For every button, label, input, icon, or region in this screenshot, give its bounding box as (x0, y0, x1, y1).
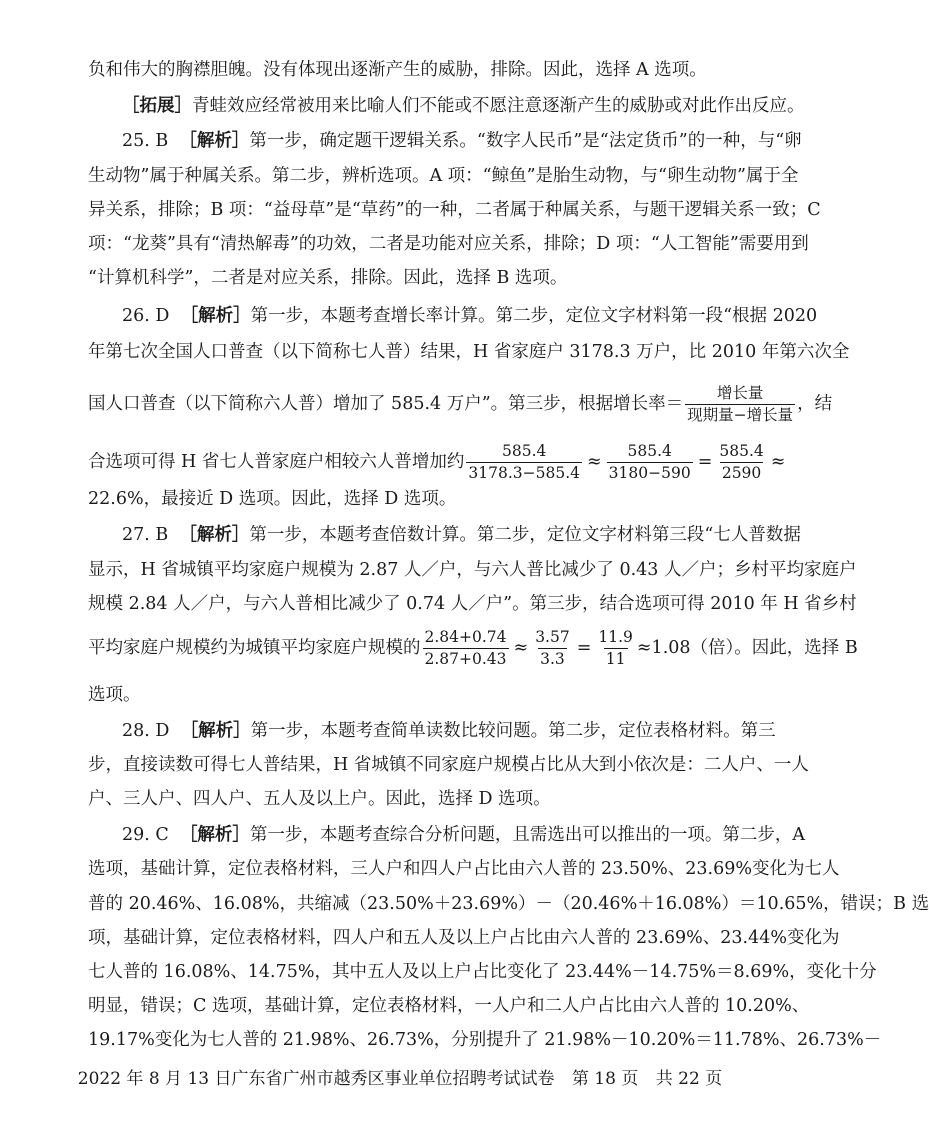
text: 青蛙效应经常被用来比喻人们不能或不愿注意逐渐产生的威胁或对此作出反应。 (192, 96, 805, 116)
text: 负和伟大的胸襟胆魄。没有体现出逐渐产生的威胁，排除。因此，选择 A 选项。 (88, 60, 707, 80)
q28-line (122, 718, 776, 744)
text: “计算机科学”，二者是对应关系，排除。因此，选择 B 选项。 (88, 268, 568, 288)
q29-line (122, 822, 805, 848)
text: 生动物”属于种属关系。第二步，辨析选项。A 项：“鲸鱼”是胎生动物，与“卵生动物”属于全 (88, 166, 799, 186)
text: 19.17%变化为七人普的 21.98%、26.73%，分别提升了 21.98%－10.20%＝11.78%、26.73%－ (88, 1030, 882, 1050)
denominator: 3178.3−585.4 (468, 463, 580, 482)
numerator: 585.4 (502, 441, 547, 460)
text: 户、三人户、四人户、五人及以上户。因此，选择 D 选项。 (88, 789, 551, 809)
text: 显示，H 省城镇平均家庭户规模为 2.87 人／户，与六人普比减少了 0.43 人／户；乡村平均家庭户 (88, 560, 857, 580)
question-number: 29. C (122, 825, 169, 845)
q29-line (88, 891, 929, 917)
fraction (423, 627, 509, 670)
text: 规模 2.84 人／户，与六人普相比减少了 0.74 人／户”。第三步，结合选项可得 2010 年 H 省乡村 (88, 594, 857, 614)
text: 22.6%，最接近 D 选项。因此，选择 D 选项。 (88, 489, 457, 509)
text: 第一步，本题考查倍数计算。第二步，定位文字材料第三段“七人普数据 (249, 525, 801, 545)
q29-line (88, 959, 877, 985)
q29-line (88, 856, 840, 882)
approx-sign: ≈ (513, 638, 529, 658)
equals-sign: = (697, 452, 713, 472)
text: 项：“龙葵”具有“清热解毒”的功效，二者是功能对应关系，排除；D 项：“人工智能”需要用到 (88, 234, 809, 254)
text: 项，基础计算，定位表格材料，四人户和五人及以上户占比由六人普的 23.69%、23.44%变化为 (88, 928, 840, 948)
q27-line (88, 591, 857, 617)
text: ≈1.08（倍）。因此，选择 B (636, 638, 858, 658)
q25-line (88, 197, 821, 223)
text: 选项。 (88, 685, 141, 705)
q25-line (88, 265, 567, 291)
text: 平均家庭户规模约为城镇平均家庭户规模的 (88, 638, 421, 658)
denominator: 2.87+0.43 (424, 649, 507, 668)
text: 第一步，本题考查增长率计算。第二步，定位文字材料第一段“根据 2020 (250, 306, 818, 326)
text: ，结 (797, 394, 833, 414)
q26-line (88, 339, 849, 365)
fraction (596, 627, 635, 670)
denominator: 现期量−增长量 (687, 405, 794, 424)
growth-rate-fraction (685, 383, 795, 426)
numerator: 增长量 (716, 383, 764, 402)
denominator: 11 (605, 649, 626, 668)
page-number: 第 18 页 (571, 1069, 639, 1089)
analysis-tag: ［解析］ (180, 721, 251, 741)
q27-line (88, 626, 858, 670)
q25-line (88, 231, 809, 257)
q28-line (88, 752, 809, 778)
text: 步，直接读数可得七人普结果，H 省城镇不同家庭户规模占比从大到小依次是：二人户、一人 (88, 755, 809, 775)
numerator: 585.4 (719, 441, 764, 460)
denominator: 2590 (721, 463, 762, 482)
text: 合选项可得 H 省七人普家庭户相较六人普增加约 (88, 452, 465, 472)
analysis-tag: ［解析］ (179, 131, 250, 151)
q25-line (122, 128, 802, 154)
q25-line (88, 163, 798, 189)
text: 第一步，确定题干逻辑关系。“数字人民币”是“法定货币”的一种，与“卵 (249, 131, 802, 151)
exam-title: 2022 年 8 月 13 日广东省广州市越秀区事业单位招聘考试试卷 (77, 1069, 555, 1089)
numerator: 585.4 (627, 441, 672, 460)
approx-sign: ≈ (587, 452, 602, 472)
q29-line (88, 925, 840, 951)
fraction (717, 441, 765, 484)
q27-line (122, 522, 801, 548)
question-number: 26. D (122, 306, 170, 326)
question-number: 27. B (122, 525, 169, 545)
analysis-tag: ［解析］ (179, 525, 250, 545)
text: 普的 20.46%、16.08%，共缩减（23.50%＋23.69%）－（20.46%＋16.08%）＝10.65%，错误；B 选 (88, 894, 929, 914)
text: 第一步，本题考查简单读数比较问题。第二步，定位表格材料。第三 (250, 721, 776, 741)
numerator: 2.84+0.74 (424, 627, 507, 646)
fraction (607, 441, 693, 484)
analysis-tag: ［解析］ (179, 825, 250, 845)
denominator: 3.3 (540, 649, 565, 668)
q26-line (88, 486, 456, 512)
text: 选项，基础计算，定位表格材料，三人户和四人户占比由六人普的 23.50%、23.69%变化为七人 (88, 859, 840, 879)
tag-label: ［拓展］ (122, 96, 192, 116)
q29-line (88, 1027, 881, 1053)
page-footer (0, 1066, 800, 1092)
q26-line (122, 303, 817, 329)
numerator: 3.57 (535, 627, 570, 646)
q27-line (88, 557, 857, 583)
analysis-tag: ［解析］ (180, 306, 251, 326)
text: 国人口普查（以下简称六人普）增加了 585.4 万户”。第三步，根据增长率＝ (88, 394, 684, 414)
q28-line (88, 786, 551, 812)
question-number: 28. D (122, 721, 170, 741)
text: 异关系，排除；B 项：“益母草”是“草药”的一种，二者属于种属关系，与题干逻辑关系一致；C (88, 200, 821, 220)
q26-line (88, 382, 832, 426)
numerator: 11.9 (598, 627, 633, 646)
total-pages: 共 22 页 (655, 1069, 723, 1089)
question-number: 25. B (122, 131, 169, 151)
q27-line (88, 682, 141, 708)
fraction (533, 627, 572, 670)
approx-sign: ≈ (770, 452, 786, 472)
equals-sign: = (576, 638, 592, 658)
denominator: 3180−590 (608, 463, 691, 482)
fraction (466, 441, 582, 484)
paragraph-line (88, 57, 707, 83)
text: 明显，错误；C 选项，基础计算，定位表格材料，一人户和二人户占比由六人普的 10.20%、 (88, 996, 810, 1016)
text: 年第七次全国人口普查（以下简称七人普）结果，H 省家庭户 3178.3 万户，比 2010 年第六次全 (88, 342, 850, 362)
text: 第一步，本题考查综合分析问题，且需选出可以推出的一项。第二步，A (249, 825, 806, 845)
expand-note (122, 93, 805, 119)
q29-line (88, 993, 809, 1019)
q26-line (88, 440, 788, 484)
text: 七人普的 16.08%、14.75%，其中五人及以上户占比变化了 23.44%－14.75%＝8.69%，变化十分 (88, 962, 877, 982)
